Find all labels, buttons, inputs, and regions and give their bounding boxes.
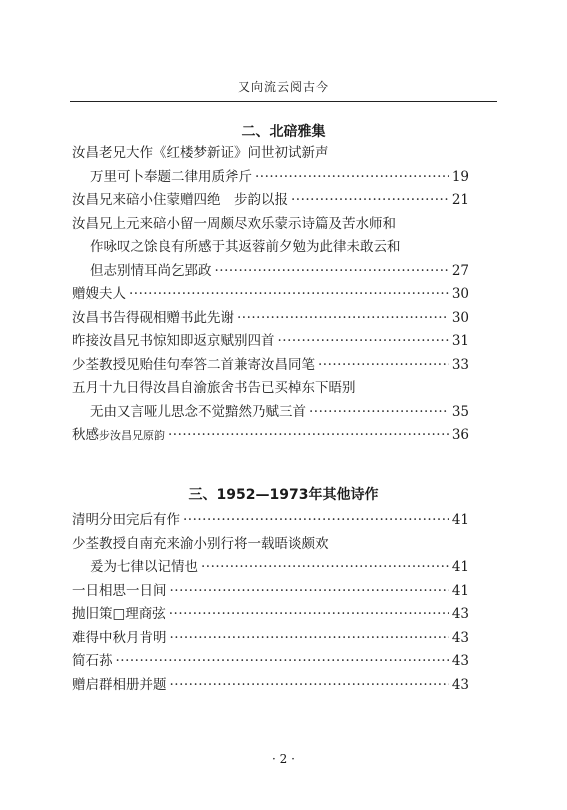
leader-dots [129,283,449,307]
toc-entry-line [72,307,469,331]
toc-entry-title: 汝昌兄上元来碚小留一周颇尽欢乐蒙示诗篇及苦水师和 [72,215,396,232]
toc-page-number: 43 [451,676,469,693]
toc-entry-line [72,142,469,166]
toc-entry-title: 秋感 [72,427,99,443]
toc-page-number: 41 [451,582,469,599]
leader-dots [169,603,449,627]
toc-entry-line [72,236,469,260]
toc-page-number: 21 [451,192,469,208]
toc-page-number: 43 [451,653,469,669]
toc-page-number: 33 [451,356,469,373]
leader-dots [309,401,449,425]
toc-entry-line [72,674,469,698]
toc-entry-line [72,166,469,190]
toc-entry-title: 昨接汝昌兄书惊知即返京赋别四首 [72,333,275,349]
toc-page-number: 35 [451,403,469,420]
toc-entry-title: 汝昌兄来碚小住蒙赠四绝 步韵以报 [72,192,288,208]
leader-dots [237,307,449,331]
leader-dots [318,354,449,378]
toc-entry-line [72,580,469,604]
toc-entry-title: 五月十九日得汝昌自渝旅舍书告已买棹东下晤别 [72,380,356,396]
toc-page-number: 30 [451,309,469,326]
section-title: 三、1952—1973年其他诗作 [188,487,379,503]
toc-entry-title: 无由又言哑儿思念不觉黯然乃赋三首 [90,403,306,420]
toc-entry-title: 抛旧策□理商弦 [72,606,166,622]
toc-entry-title: 赠启群相册并题 [72,676,167,693]
leader-dots [215,260,449,284]
toc-list [72,509,469,697]
toc-page-number: 43 [451,629,469,646]
toc-page-number: 36 [451,427,469,443]
leader-dots [183,509,449,533]
leader-dots [278,330,449,354]
toc-entry-title: 一日相思一日间 [72,582,167,599]
toc-entry-line [72,509,469,533]
toc-entry-title: 作咏叹之馀良有所感于其返蓉前夕勉为此律未敢云和 [90,239,401,255]
toc-entry-title: 万里可卜奉题二律用质斧斤 [90,168,252,185]
toc-entry-line [72,283,469,307]
toc-entry-note: 步汝昌兄原韵 [99,429,165,442]
toc-entry-line [72,377,469,401]
toc-entry-title: 少荃教授自南充来渝小别行将一载晤谈颇欢 [72,535,329,552]
toc-page-number: 41 [451,512,469,528]
toc-entry-line [72,213,469,237]
running-head: 又向流云阅古今 [237,80,329,94]
toc-entry-line [72,556,469,580]
leader-dots [201,556,449,580]
toc-entry-title: 汝昌书告得砚相赠书此先谢 [72,309,234,326]
toc-entry-line [72,650,469,674]
toc-page-number: 43 [451,606,469,622]
toc-entry-line [72,603,469,627]
toc-entry-line [72,330,469,354]
toc-entry-title: 汝昌老兄大作《红楼梦新证》问世初试新声 [72,145,329,161]
toc-page-number: 31 [451,333,469,349]
toc-entry-line [72,533,469,557]
toc-entry-line [72,424,469,448]
leader-dots [291,189,449,213]
toc-entry-line [72,354,469,378]
toc-entry-title: 赠嫂夫人 [72,286,126,302]
toc-entry-title: 难得中秋月肯明 [72,629,167,646]
section-title: 二、北碚雅集 [241,124,326,140]
leader-dots [170,674,449,698]
toc-page-number: 19 [451,168,469,185]
leader-dots [116,650,449,674]
toc-page-number: 30 [451,286,469,302]
toc-entry-title: 清明分田完后有作 [72,512,180,528]
toc-entry-line [72,627,469,651]
toc-page-number: 27 [451,262,469,279]
toc-entry-title: 爰为七律以记情也 [90,559,198,575]
toc-entry-line [72,260,469,284]
leader-dots [168,424,449,448]
toc-list [72,142,469,448]
leader-dots [170,627,449,651]
toc-entry-line [72,189,469,213]
leader-dots [170,580,449,604]
toc-entry-title: 简石荪 [72,653,113,669]
header-rule [70,101,497,102]
page-number: · 2 · [272,752,295,766]
toc-entry-line [72,401,469,425]
toc-entry-title: 但志别情耳尚乞郢政 [90,262,212,279]
toc-page-number: 41 [451,559,469,575]
toc-entry-title: 少荃教授见贻佳句奉答二首兼寄汝昌同笔 [72,356,315,373]
leader-dots [255,166,449,190]
